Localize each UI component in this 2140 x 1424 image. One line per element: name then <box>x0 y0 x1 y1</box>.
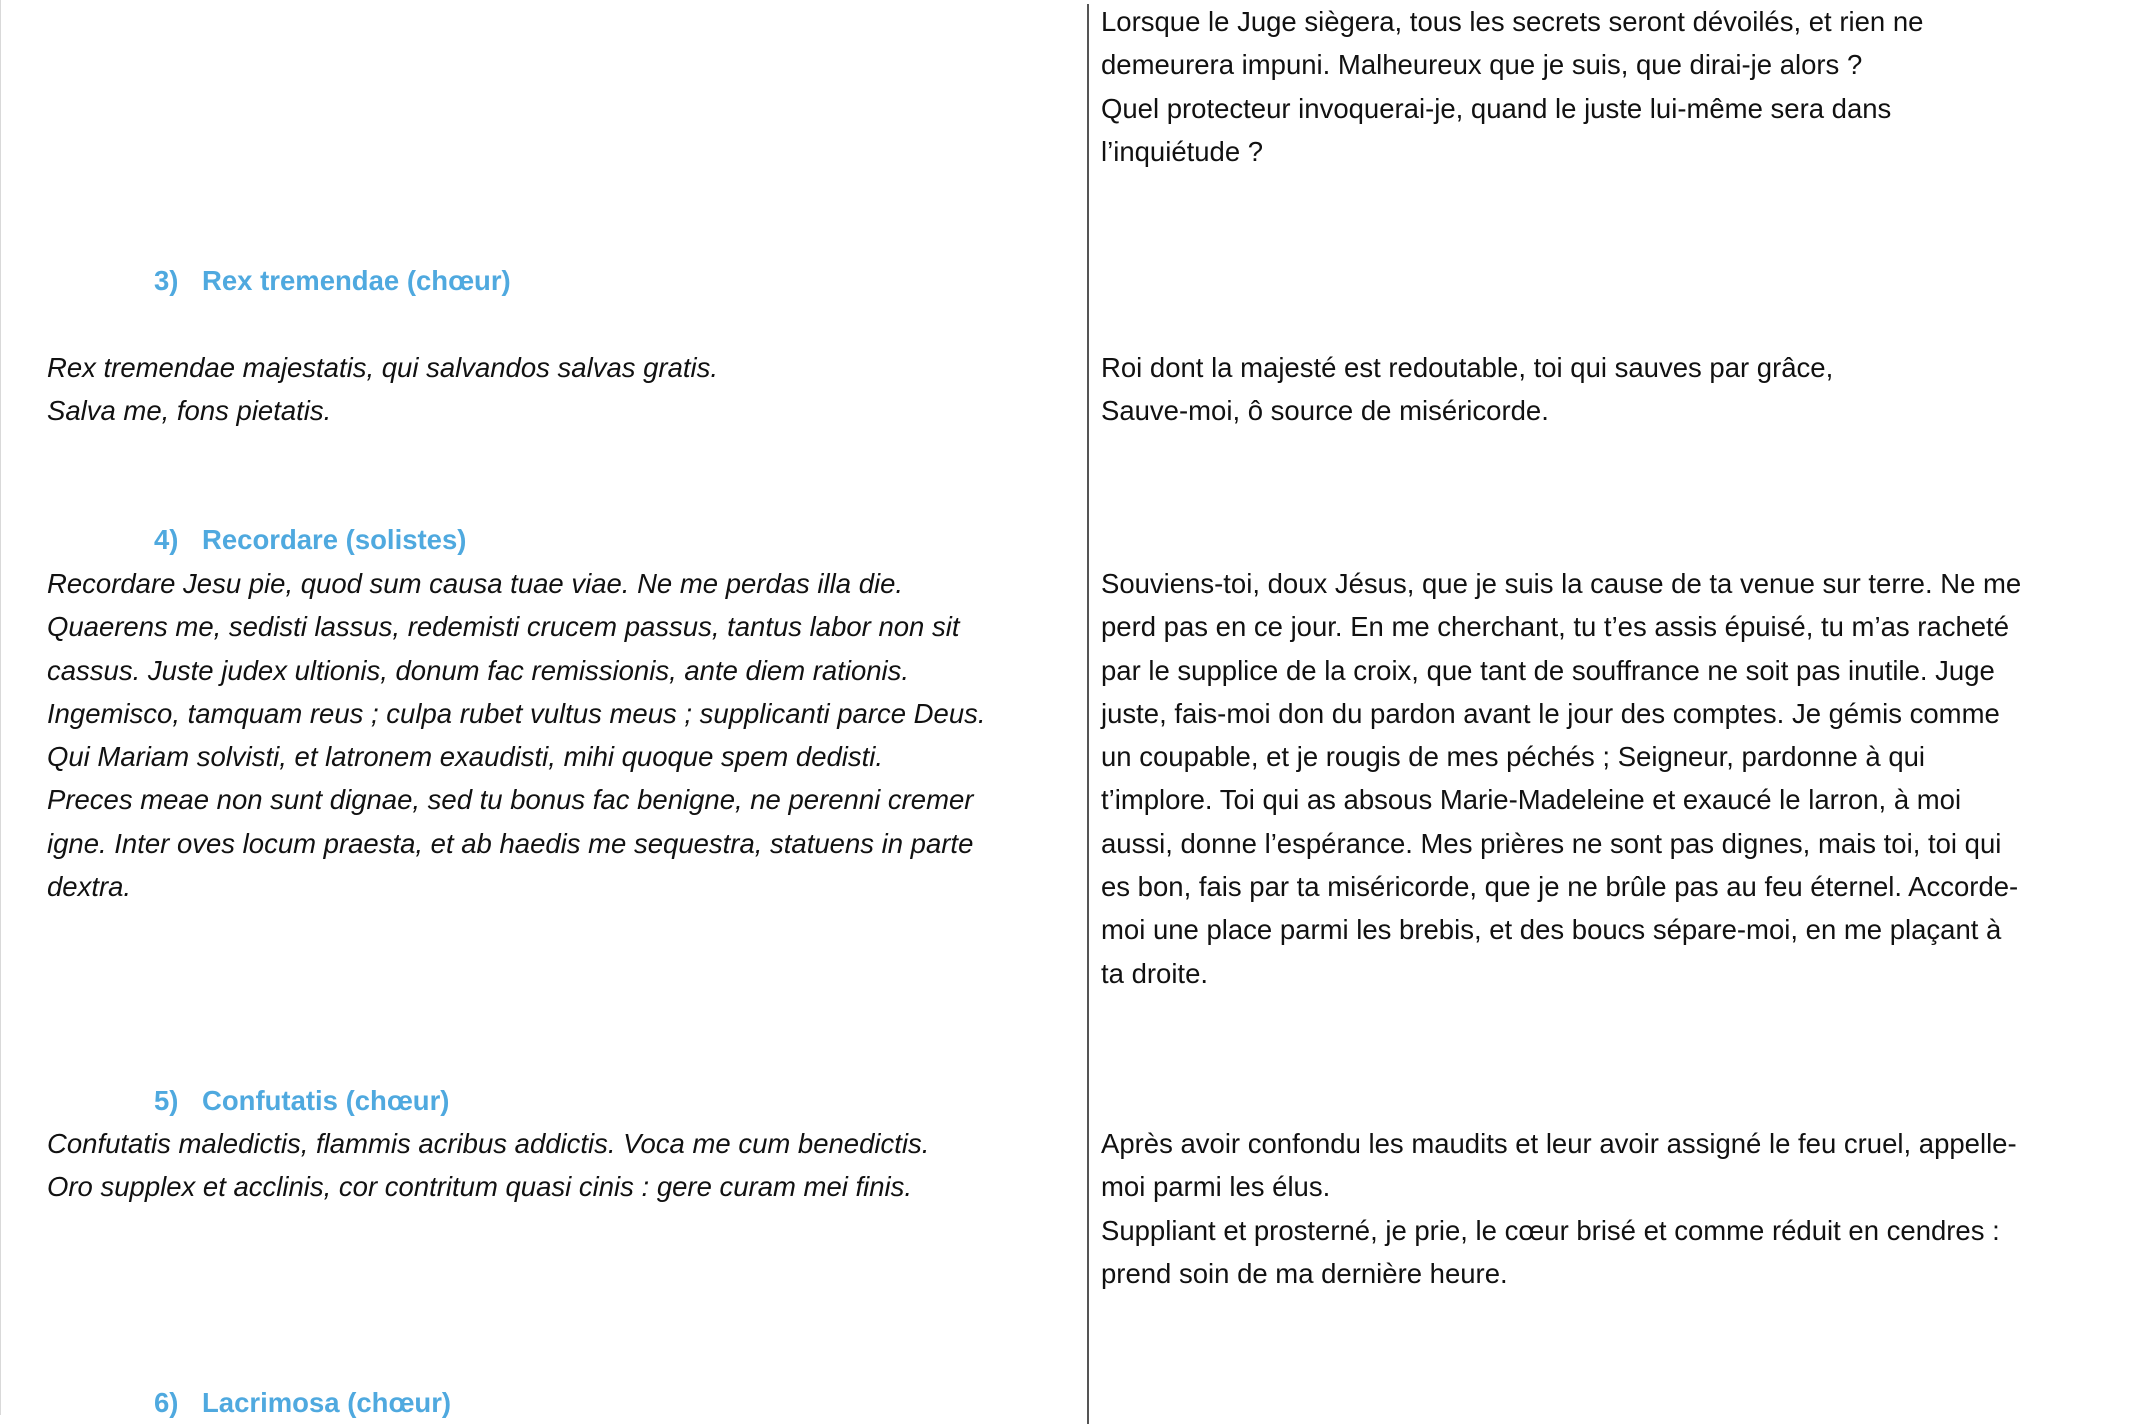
text-line: Après avoir confondu les maudits et leur avoir assigné le feu cruel, appelle- <box>1101 1128 2017 1159</box>
text-line: Confutatis maledictis, flammis acribus addictis. Voca me cum benedictis. <box>47 1128 930 1159</box>
text-line: Sauve-moi, ô source de miséricorde. <box>1101 395 1549 427</box>
section-number: 6) <box>154 1387 179 1418</box>
text-line: l’inquiétude ? <box>1101 135 1264 167</box>
text-line: demeurera impuni. Malheureux que je suis, que dirai-je alors ? <box>1101 49 1863 81</box>
text-line: Preces meae non sunt dignae, sed tu bonus fac benigne, ne perenni cremer <box>47 784 974 816</box>
text-line: Qui Mariam solvisti, et latronem exaudisti, mihi quoque spem dedisti. <box>47 741 884 773</box>
text-line: dextra. <box>47 871 132 903</box>
text-line: t’implore. Toi qui as absous Marie-Madeleine et exaucé le larron, à moi <box>1101 784 1962 816</box>
text-line: moi parmi les élus. <box>1101 1171 1331 1203</box>
text-line: juste, fais-moi don du pardon avant le jour des comptes. Je gémis comme <box>1101 697 2000 729</box>
column-divider <box>1087 4 1089 1424</box>
rex-latin-text <box>47 346 1087 433</box>
text-line: Recordare Jesu pie, quod sum causa tuae viae. Ne me perdas illa die. <box>47 568 904 599</box>
section-title: Confutatis (chœur) <box>202 1085 450 1116</box>
text-line: Roi dont la majesté est redoutable, toi qui sauves par grâce, <box>1101 352 1834 383</box>
rex-french-text <box>1101 346 2131 433</box>
text-line: Quel protecteur invoquerai-je, quand le juste lui-même sera dans <box>1101 92 1892 124</box>
text-line: es bon, fais par ta miséricorde, que je ne brûle pas au feu éternel. Accorde- <box>1101 871 2019 903</box>
text-line: prend soin de ma dernière heure. <box>1101 1257 1508 1289</box>
confutatis-latin-text <box>47 1122 1087 1209</box>
text-line: Suppliant et prosterné, je prie, le cœur brisé et comme réduit en cendres : <box>1101 1214 2000 1246</box>
text-line: Souviens-toi, doux Jésus, que je suis la cause de ta venue sur terre. Ne me <box>1101 568 2022 599</box>
text-line: Rex tremendae majestatis, qui salvandos salvas gratis. <box>47 352 719 383</box>
text-line: Quaerens me, sedisti lassus, redemisti crucem passus, tantus labor non sit <box>47 611 960 643</box>
text-line: igne. Inter oves locum praesta, et ab haedis me sequestra, statuens in parte <box>47 827 974 859</box>
text-line: moi une place parmi les brebis, et des boucs sépare-moi, en me plaçant à <box>1101 914 2002 946</box>
text-line: cassus. Juste judex ultionis, donum fac remissionis, ante diem rationis. <box>47 654 910 686</box>
section-number: 4) <box>154 524 179 555</box>
text-line: Ingemisco, tamquam reus ; culpa rubet vultus meus ; supplicanti parce Deus. <box>47 697 986 729</box>
recordare-latin-text <box>47 562 1087 908</box>
section-heading-confutatis <box>154 1085 449 1117</box>
section-heading-lacrimosa <box>154 1387 451 1419</box>
section-title: Lacrimosa (chœur) <box>202 1387 452 1418</box>
text-line: Salva me, fons pietatis. <box>47 395 332 427</box>
text-line: par le supplice de la croix, que tant de souffrance ne soit pas inutile. Juge <box>1101 654 1995 686</box>
section-title: Rex tremendae (chœur) <box>202 265 511 296</box>
section-number: 3) <box>154 265 179 296</box>
intro-french-text <box>1101 0 2131 173</box>
recordare-french-text <box>1101 562 2131 995</box>
text-line: Lorsque le Juge siègera, tous les secrets seront dévoilés, et rien ne <box>1101 6 1924 37</box>
confutatis-french-text <box>1101 1122 2131 1295</box>
text-line: aussi, donne l’espérance. Mes prières ne sont pas dignes, mais toi, toi qui <box>1101 827 2002 859</box>
section-heading-rex-tremendae <box>154 265 511 297</box>
page-edge <box>0 0 1 1415</box>
section-heading-recordare <box>154 524 466 556</box>
text-line: Oro supplex et acclinis, cor contritum quasi cinis : gere curam mei finis. <box>47 1171 913 1203</box>
section-number: 5) <box>154 1085 179 1116</box>
text-line: un coupable, et je rougis de mes péchés ; Seigneur, pardonne à qui <box>1101 741 1926 773</box>
text-line: perd pas en ce jour. En me cherchant, tu t’es assis épuisé, tu m’as racheté <box>1101 611 2009 643</box>
section-title: Recordare (solistes) <box>202 524 467 555</box>
text-line: ta droite. <box>1101 957 1209 989</box>
